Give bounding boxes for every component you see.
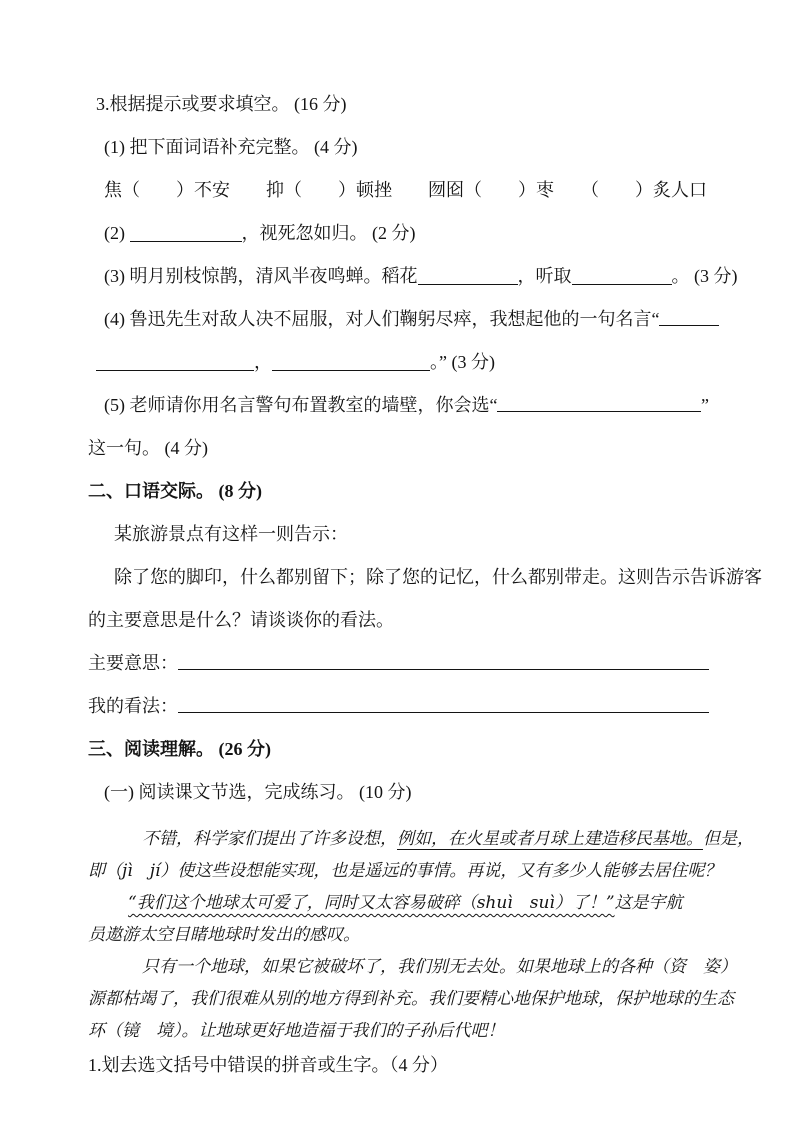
answer-blank: [96, 356, 254, 371]
question-3-item-1-label: (1) 把下面词语补充完整。 (4 分): [104, 137, 358, 157]
question-3-item-5-tail: 这一句。 (4 分): [88, 438, 208, 458]
my-opinion-line: [88, 694, 709, 718]
item-3-suffix: 。 (3 分): [671, 266, 738, 286]
passage-p2-line-1: [88, 887, 709, 919]
answer-blank: [130, 227, 242, 242]
reading-passage: [88, 823, 754, 1047]
section-3-subtitle: (一) 阅读课文节选，完成练习。 (10 分): [104, 782, 412, 802]
section-3-title: 三、阅读理解。 (26 分): [88, 739, 271, 759]
item-4-comma: ，: [254, 352, 272, 372]
item-5-prefix: (5) 老师请你用名言警句布置教室的墙壁，你会选“: [104, 395, 498, 415]
item-4-text: (4) 鲁迅先生对敌人决不屈服，对人们鞠躬尽瘁，我想起他的一句名言“: [104, 309, 660, 329]
answer-blank: [178, 712, 709, 713]
question-3-item-5: [88, 393, 709, 417]
question-3-item-4-line-1: [88, 307, 709, 331]
question-3-item-3: [88, 264, 738, 288]
item-2-prefix: (2): [104, 223, 130, 243]
section-2-intro: 某旅游景点有这样一则告示：: [114, 524, 348, 544]
p2-tail: 这是宇航: [614, 893, 683, 913]
reading-question-1: 1.划去选文括号中错误的拼音或生字。（4 分）: [88, 1055, 448, 1075]
question-3-item-4-line-2: [88, 350, 709, 374]
answer-blank: [178, 669, 709, 670]
item-2-suffix: ，视死忽如归。 (2 分): [241, 223, 416, 243]
passage-p3-line-1: 只有一个地球，如果它被破坏了，我们别无去处。如果地球上的各种（资 姿）: [142, 957, 737, 977]
main-meaning-label: 主要意思：: [88, 653, 178, 673]
passage-p3-line-3: 环（镜 境）。让地球更好地造福于我们的子孙后代吧！: [88, 1021, 505, 1041]
passage-p1-line-2: 即（jì jí）使这些设想能实现，也是遥远的事情。再说，又有多少人能够去居住呢？: [88, 861, 722, 881]
p2-wavy-quote: “我们这个地球太可爱了，同时又太容易破碎（shuì suì）了！”: [128, 893, 615, 913]
answer-blank: [572, 270, 672, 285]
item-4-suffix: 。” (3 分): [430, 352, 495, 372]
question-3-title: 3.根据提示或要求填空。 (16 分): [96, 94, 347, 114]
section-2-title: 二、口语交际。 (8 分): [88, 481, 262, 501]
section-2-notice-line-2: 的主要意思是什么？请谈谈你的看法。: [88, 610, 394, 630]
section-2-notice-line-1: 除了您的脚印，什么都别留下；除了您的记忆，什么都别带走。这则告示告诉游客: [114, 567, 762, 587]
passage-p2-line-2: 员遨游太空目睹地球时发出的感叹。: [88, 925, 360, 945]
main-meaning-line: [88, 651, 709, 675]
word-completion-row: 焦（ ）不安 抑（ ）顿挫 囫囵（ ）枣 （ ）炙人口: [104, 180, 707, 200]
item-3-prefix: (3) 明月别枝惊鹊，清风半夜鸣蝉。稻花: [104, 266, 418, 286]
my-opinion-label: 我的看法：: [88, 696, 178, 716]
p1-tail: 但是，: [703, 829, 754, 849]
item-3-middle: ，听取: [517, 266, 572, 286]
question-3-item-2: [88, 221, 709, 245]
answer-blank: [272, 356, 430, 371]
answer-blank: [497, 411, 701, 412]
passage-p3-line-2: 源都枯竭了，我们很难从别的地方得到补充。我们要精心地保护地球，保护地球的生态: [88, 989, 734, 1009]
passage-p1-line-1: [88, 823, 754, 855]
answer-blank: [418, 270, 518, 285]
answer-blank: [659, 325, 719, 326]
item-5-end-quote: ”: [701, 395, 709, 415]
p1-underlined-text: 例如，在火星或者月球上建造移民基地。: [397, 829, 703, 849]
p1-text: 不错，科学家们提出了许多设想，: [142, 829, 397, 849]
